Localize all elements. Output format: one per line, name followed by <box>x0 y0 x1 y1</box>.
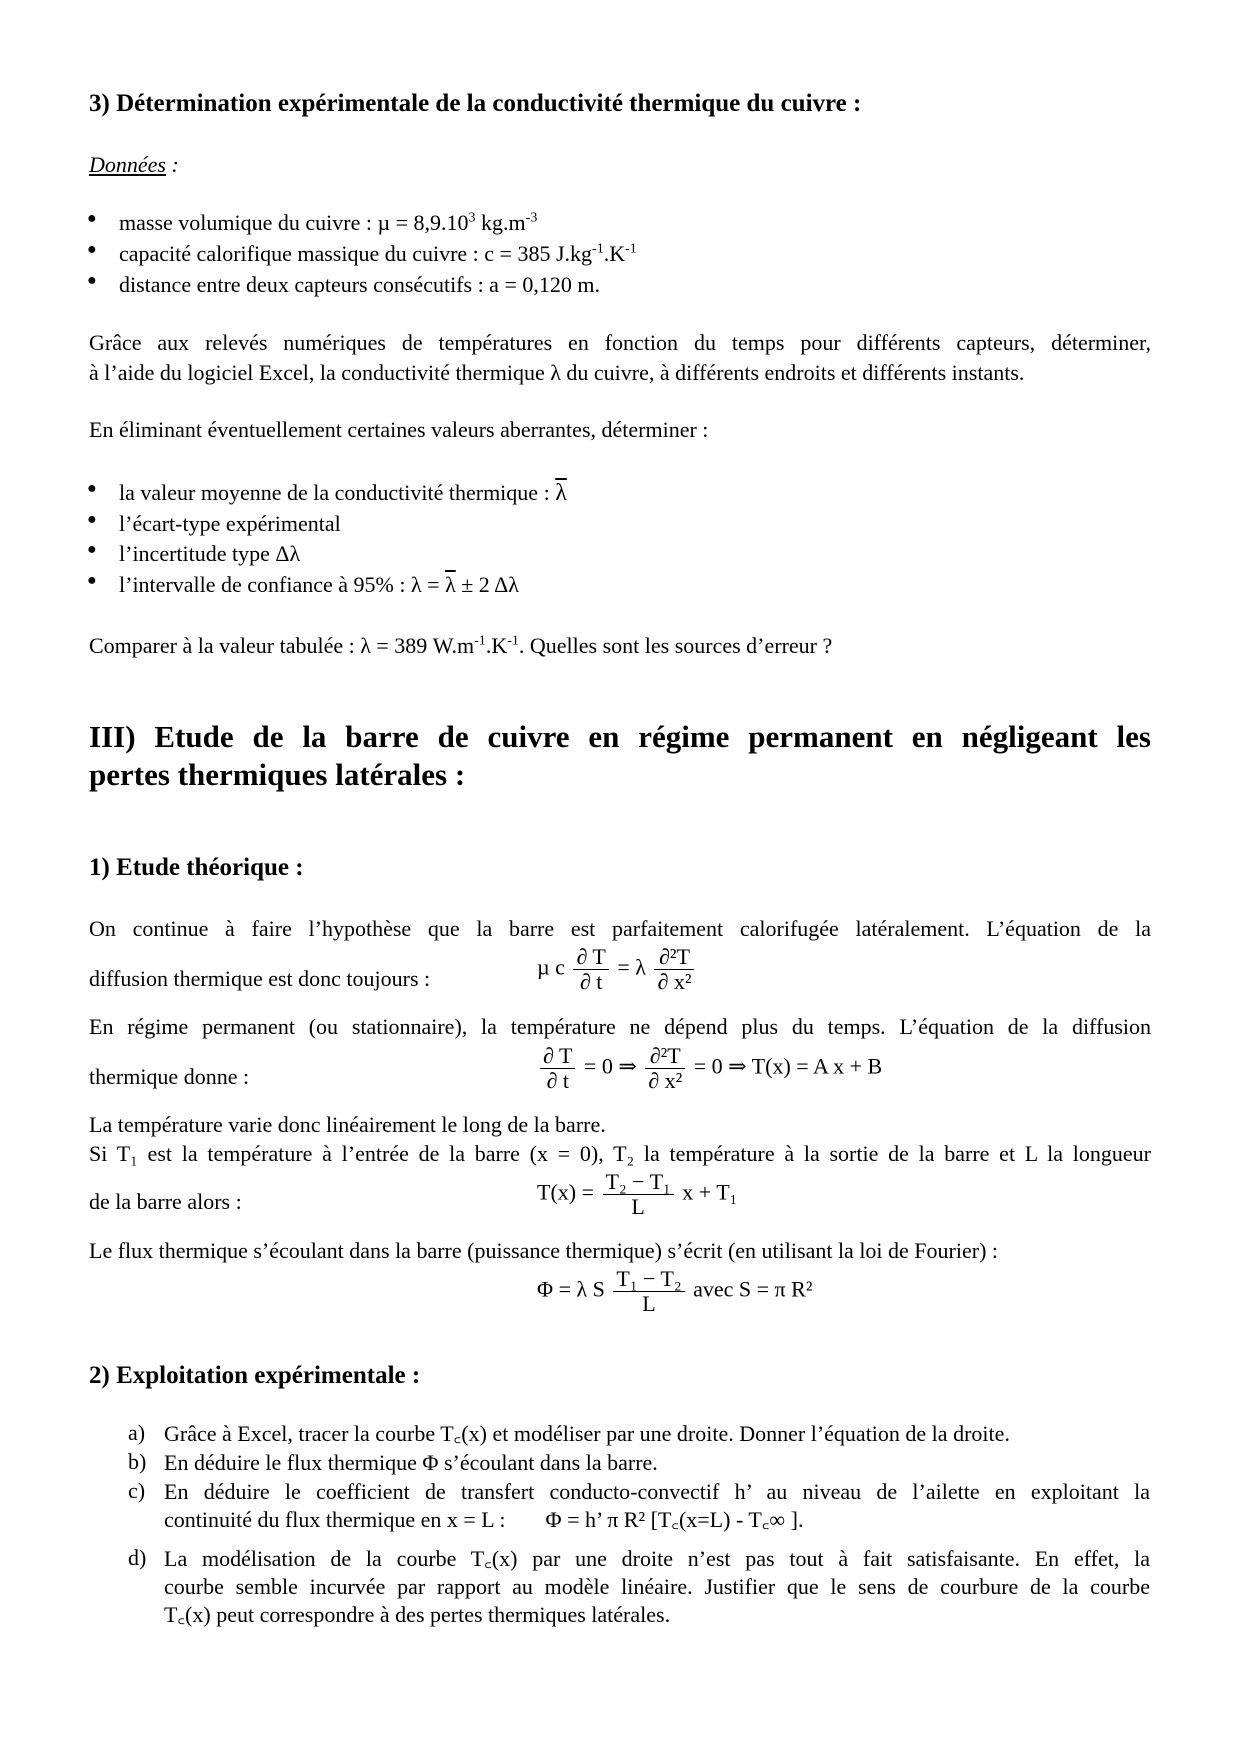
equation-temperature: T(x) = $\frac{\text{T₂ − T₁}}{L}$ x + T₁ <box>537 1169 738 1219</box>
theory-line: diffusion thermique est donc toujours : <box>89 966 431 991</box>
bullet-text: distance entre deux capteurs consécutifs : a = 0,120 m. <box>119 272 600 297</box>
document-page: 3) Détermination expérimentale de la conductivité thermique du cuivre : Données : ● masse volumique du cuivre : $\mu = 8,9.10^3$ $kg.m^{-3}$ ● capacité calorifique massique du cuivre : c = 385 $J.kg^{-1}.K^{-1}$ ● distance entre deux capteurs consécutifs : a = 0,120 m. Grâce aux relevés numériques de températures en fonction du temps pour différents capteurs, déterminer, à l’aide du logiciel Excel, la conductivité thermique λ du cuivre, à différents endroits et différents instants. En éliminant éventuellement certaines valeurs aberrantes, déterminer : ● la valeur moyenne de la conductivité thermique : $\overline{\lambda}$ ● l’écart-type expérimental ● l’incertitude type Δλ ● l’intervalle de confiance à 95% : $\lambda = \overline{\lambda} \pm 2$ Δλ Comparer à la valeur tabulée : λ = 389 $W.m^{-1}.K^{-1}$. Quelles sont les sources d’erreur ? III) Etude de la barre de cuivre en régime permanent en négligeant les pertes thermiques latérales : 1) Etude théorique : On continue à faire l’hypothèse que la barre est parfaitement calorifugée latéralement. L’équation de la diffusion thermique est donc toujours : µ c $\frac{\partial T}{\partial t}$ = λ $\frac{\text{∂²T}}{\text{∂ x²}}$ En régime permanent (ou stationnaire), la température ne dépend plus du temps. L’équation de la diffusion thermique donne : $\frac{\partial T}{\partial t}$ = 0 ⇒ $\frac{\text{∂²T}}{\text{∂ x²}}$ = 0 ⇒ T(x) = A x + B La température varie donc linéairement le long de la barre. Si T₁ est la température à l’entrée de la barre (x = 0), T₂ la température à la sortie de la barre et L la longueur de la barre alors : T(x) = $\frac{\text{T₂ − T₁}}{L}$ x + T₁ Le flux thermique s’écoulant dans la barre (puissance thermique) s’écrit (en utilisant la loi de Fourier) : Φ = λ S $\frac{\text{T₁ − T₂}}{L}$ avec S = π R² 2) Exploitation expérimentale : a) Grâce à Excel, tracer la courbe T꜀(x) et modéliser par une droite. Donner l’équation de la droite. b) En déduire le flux thermique Φ s’écoulant dans la barre. c) En déduire le coefficient de transfert conducto-convectif h’ au niveau de l’ailette en exploitant la continuité du flux thermique en x = L : Φ = h’ π R² [T꜀(x=L) - T꜀∞ ]. d) La modélisation de la courbe T꜀(x) par une droite n’est pas tout à fait satisfaisante. En effet, la courbe semble incurvée par rapport au modèle linéaire. Justifier que le sens de courbure de la courbe T꜀(x) peut correspondre à des pertes thermiques latérales. <box>87 90 1151 1627</box>
donnees-word: Données <box>89 152 166 177</box>
paragraph-aberrantes: En éliminant éventuellement certaines valeurs aberrantes, déterminer : <box>89 417 709 442</box>
paragraph-excel <box>89 328 1151 388</box>
bullet-icon: ● <box>87 480 97 497</box>
donnees-colon: : <box>165 152 179 177</box>
bullet-text: la valeur moyenne de la conductivité thermique : $\overline{\lambda}$ <box>119 480 567 506</box>
equation-stationnaire: $\frac{\partial T}{\partial t}$ = 0 ⇒ $\frac{\text{∂²T}}{\text{∂ x²}}$ = 0 ⇒ T(x) = A x + B <box>537 1044 882 1093</box>
theory-line: Si T₁ est la température à l’entrée de la barre (x = 0), T₂ la température à la sortie de la barre et L la longueur <box>89 1141 1151 1166</box>
bullet-text: l’écart-type expérimental <box>119 511 341 536</box>
compare-paragraph: Comparer à la valeur tabulée : λ = 389 $W.m^{-1}.K^{-1}$. Quelles sont les sources d’erreur ? <box>89 633 833 658</box>
lambda-bar: $\overline{\lambda}$ <box>555 480 567 506</box>
bullet-icon: ● <box>87 241 97 258</box>
bullet-icon: ● <box>87 572 97 589</box>
theory-line: La température varie donc linéairement le long de la barre. <box>89 1112 606 1137</box>
theory-title: 1) Etude théorique : <box>89 854 304 881</box>
bullet-text: l’incertitude type Δλ <box>119 541 301 566</box>
bullet-icon: ● <box>87 210 97 227</box>
paragraph-line: à l’aide du logiciel Excel, la conductivité thermique λ du cuivre, à différents endroits et différents instants. <box>89 360 1025 385</box>
section-III-title <box>89 718 1151 794</box>
section-3-title: 3) Détermination expérimentale de la conductivité thermique du cuivre : <box>89 90 862 117</box>
bullet-icon: ● <box>87 511 97 528</box>
theory-line: de la barre alors : <box>89 1189 242 1214</box>
donnees-label <box>89 152 179 178</box>
equation-flux: Φ = λ S $\frac{\text{T₁ − T₂}}{L}$ avec S = π R² <box>537 1266 813 1316</box>
bullet-text: masse volumique du cuivre : $\mu = 8,9.10^3$ $kg.m^{-3}$ <box>119 210 538 235</box>
bullet-icon: ● <box>87 272 97 289</box>
section-title-line: pertes thermiques latérales : <box>89 757 466 792</box>
bullet-text: capacité calorifique massique du cuivre : c = 385 $J.kg^{-1}.K^{-1}$ <box>119 241 637 266</box>
bullet-icon: ● <box>87 541 97 558</box>
theory-line: En régime permanent (ou stationnaire), la température ne dépend plus du temps. L’équation de la diffusion <box>89 1014 1151 1039</box>
equation-diffusion: µ c $\frac{\partial T}{\partial t}$ = λ $\frac{\text{∂²T}}{\text{∂ x²}}$ <box>537 945 697 994</box>
theory-line: Le flux thermique s’écoulant dans la barre (puissance thermique) s’écrit (en utilisant la loi de Fourier) : <box>89 1238 999 1263</box>
paragraph-line: Grâce aux relevés numériques de températures en fonction du temps pour différents capteurs, déterminer, <box>89 330 1151 355</box>
exploitation-title: 2) Exploitation expérimentale : <box>89 1362 421 1389</box>
section-title-line: III) Etude de la barre de cuivre en régime permanent en négligeant les <box>89 719 1151 754</box>
bullet-text: l’intervalle de confiance à 95% : $\lambda = \overline{\lambda} \pm 2$ Δλ <box>119 572 519 597</box>
lambda-bar: $\overline{\lambda}$ <box>445 572 456 597</box>
theory-line: thermique donne : <box>89 1064 250 1089</box>
theory-line: On continue à faire l’hypothèse que la barre est parfaitement calorifugée latéralement. L’équation de la <box>89 916 1151 941</box>
